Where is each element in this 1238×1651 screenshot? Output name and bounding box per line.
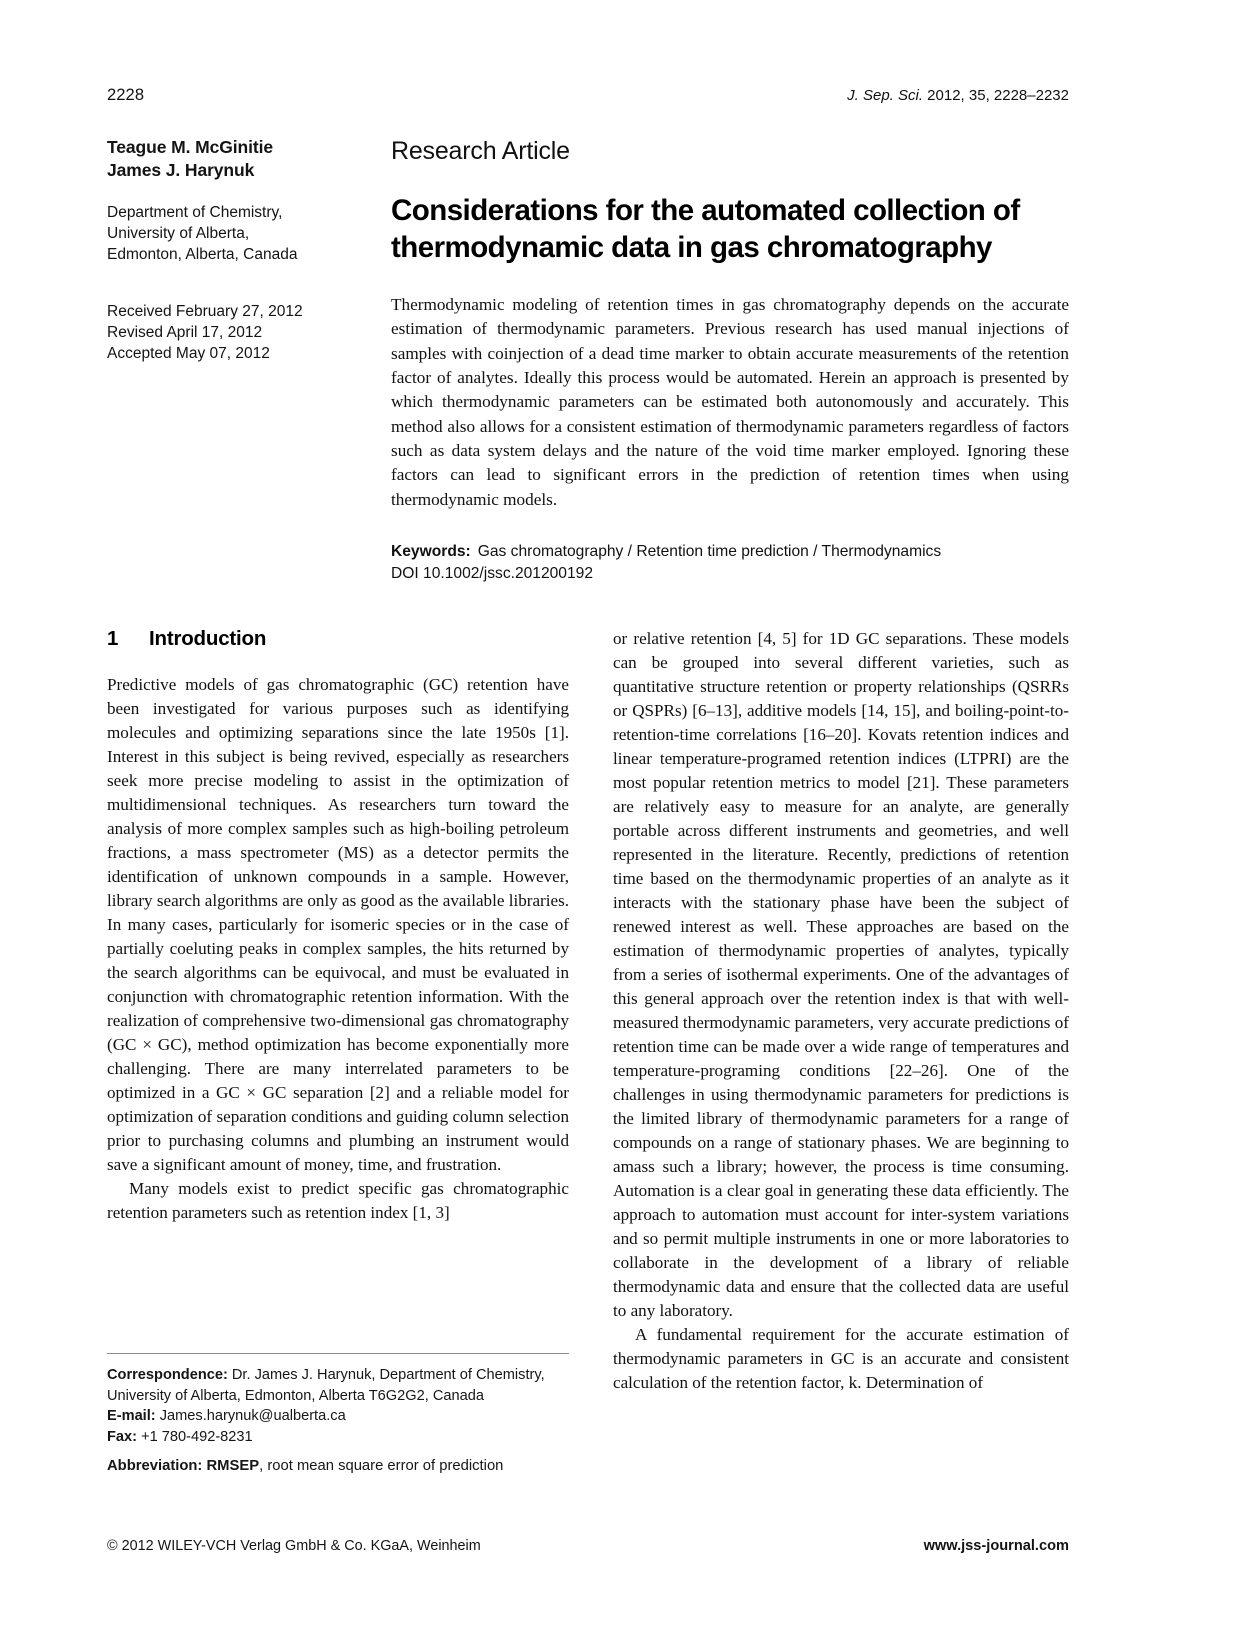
correspondence-footnote — [107, 1353, 569, 1448]
article-title: Considerations for the automated collection of thermodynamic data in gas chromatography — [391, 193, 1020, 265]
doi: DOI 10.1002/jssc.201200192 — [391, 565, 593, 583]
journal-reference — [847, 87, 1069, 104]
abstract-text: Thermodynamic modeling of retention times in gas chromatography depends on the accurate estimation of thermodynamic parameters. Previous research has used manual injections of samples with coinjection of a dead time marker to obtain accurate measurements of the retention factor of analytes. Ideally this process would be automated. Herein an approach is presented by which thermodynamic parameters can be estimated both autonomously and accurately. This method also allows for a consistent estimation of thermodynamic parameters regardless of factors such as data system delays and the nature of the void time marker employed. Ignoring these factors can lead to significant errors in the prediction of retention times when using thermodynamic models. — [391, 295, 1069, 509]
paragraph: A fundamental requirement for the accurate estimation of thermodynamic parameters in GC is an accurate and consistent calculation of the retention factor, k. Determination of — [613, 1324, 1069, 1392]
date-revised: Revised April 17, 2012 — [107, 323, 263, 341]
fax-value: +1 780-492-8231 — [137, 1429, 253, 1446]
page-footer — [107, 1538, 1069, 1554]
paragraph: Predictive models of gas chromatographic (GC) retention have been investigated for various purposes such as identifying molecules and optimizing separations since the late 1950s [1]. Interest in this subject is being revived, especially as researchers seek more precise modeling to assist in the optimization of multidimensional techniques. As researchers turn toward the analysis of more complex samples such as high-boiling petroleum fractions, a mass spectrometer (MS) as a detector permits the identification of unknown compounds in a sample. However, library search algorithms are only as good as the available libraries. In many cases, particularly for isomeric species or in the case of partially coeluting peaks in complex samples, the hits returned by the search algorithms can be equivocal, and must be evaluated in conjunction with chromatographic retention information. With the realization of comprehensive two-dimensional gas chromatography (GC × GC), method optimization has become exponentially more challenging. There are many interrelated parameters to be optimized in a GC × GC separation [2] and a reliable model for optimization of separation conditions and guiding column selection prior to purchasing columns and plumbing an instrument would save a significant amount of money, time, and frustration. — [107, 675, 569, 1174]
copyright-notice: © 2012 WILEY-VCH Verlag GmbH & Co. KGaA, Weinheim — [107, 1538, 481, 1554]
section-heading-introduction — [107, 627, 569, 651]
correspondence-label: Correspondence: — [107, 1367, 228, 1383]
article-type-label: Research Article — [391, 137, 570, 165]
keywords-value: Gas chromatography / Retention time prediction / Thermodynamics — [477, 542, 942, 560]
correspondence-value: Dr. James J. Harynuk, Department of Chemistry, University of Alberta, Edmonton, Alberta T6G2G2, Canada — [107, 1367, 545, 1404]
abbreviation-value: , root mean square error of prediction — [259, 1458, 504, 1474]
section-title: Introduction — [149, 627, 267, 650]
running-head — [107, 86, 1069, 105]
article-header — [391, 138, 1069, 585]
author-name: James J. Harynuk — [107, 159, 255, 180]
date-accepted: Accepted May 07, 2012 — [107, 344, 270, 362]
abbreviation-term: RMSEP — [206, 1458, 260, 1474]
journal-volume-pages: 2012, 35, 2228–2232 — [923, 87, 1069, 104]
footnote-divider — [107, 1353, 569, 1354]
email-label: E-mail: — [107, 1408, 156, 1425]
email-line — [107, 1406, 569, 1427]
fax-line — [107, 1427, 569, 1448]
submission-dates — [107, 301, 357, 364]
email-value[interactable]: James.harynuk@ualberta.ca — [155, 1408, 346, 1425]
author-name: Teague M. McGinitie — [107, 137, 273, 157]
body-column-right — [613, 627, 1069, 1395]
author-list — [107, 136, 357, 182]
affiliation-line: University of Alberta, — [107, 224, 250, 242]
keywords-label: Keywords: — [391, 542, 471, 560]
abbreviation-note — [107, 1458, 587, 1474]
paragraph: or relative retention [4, 5] for 1D GC separations. These models can be grouped into several different varieties, such as quantitative structure retention or property relationships (QSRRs or QSPRs) [6–13], additive models [14, 15], and boiling-point-to-retention-time correlations [16–20]. Kovats retention indices and linear temperature-programed retention indices (LTPRI) are the most popular retention metrics to model [21]. These parameters are relatively easy to measure for an analyte, are generally portable across different instruments and geometries, and well represented in the literature. Recently, predictions of retention time based on the thermodynamic properties of an analyte as it interacts with the stationary phase have been the subject of renewed interest as well. These approaches are based on the estimation of thermodynamic properties of analytes, typically from a series of isothermal experiments. One of the advantages of this general approach over the retention index is that with well-measured thermodynamic parameters, very accurate predictions of retention time can be made over a wide range of temperatures and temperature-programing conditions [22–26]. One of the challenges in using thermodynamic parameters for predictions is the limited library of thermodynamic parameters for a range of compounds on a range of stationary phases. We are beginning to amass such a library; however, the process is time consuming. Automation is a clear goal in generating these data efficiently. The approach to automation must account for inter-system variations and so permit multiple instruments in one or more laboratories to collaborate in the development of a library of reliable thermodynamic data and ensure that the collected data are useful to any laboratory. — [613, 629, 1069, 1320]
date-received: Received February 27, 2012 — [107, 302, 303, 320]
body-column-left — [107, 627, 569, 1225]
journal-name: J. Sep. Sci. — [847, 87, 924, 104]
journal-website[interactable]: www.jss-journal.com — [923, 1538, 1069, 1554]
correspondence-line — [107, 1365, 569, 1406]
affiliation — [107, 202, 357, 265]
paragraph: Many models exist to predict specific gas chromatographic retention parameters such as retention index [1, 3] — [107, 1178, 569, 1222]
article-metadata-column — [107, 136, 357, 364]
abbreviation-label: Abbreviation: — [107, 1458, 203, 1474]
fax-label: Fax: — [107, 1429, 138, 1446]
keywords-block — [391, 541, 1069, 585]
section-number: 1 — [107, 627, 119, 650]
affiliation-line: Department of Chemistry, — [107, 203, 283, 221]
affiliation-line: Edmonton, Alberta, Canada — [107, 245, 298, 263]
page-number: 2228 — [107, 86, 145, 104]
